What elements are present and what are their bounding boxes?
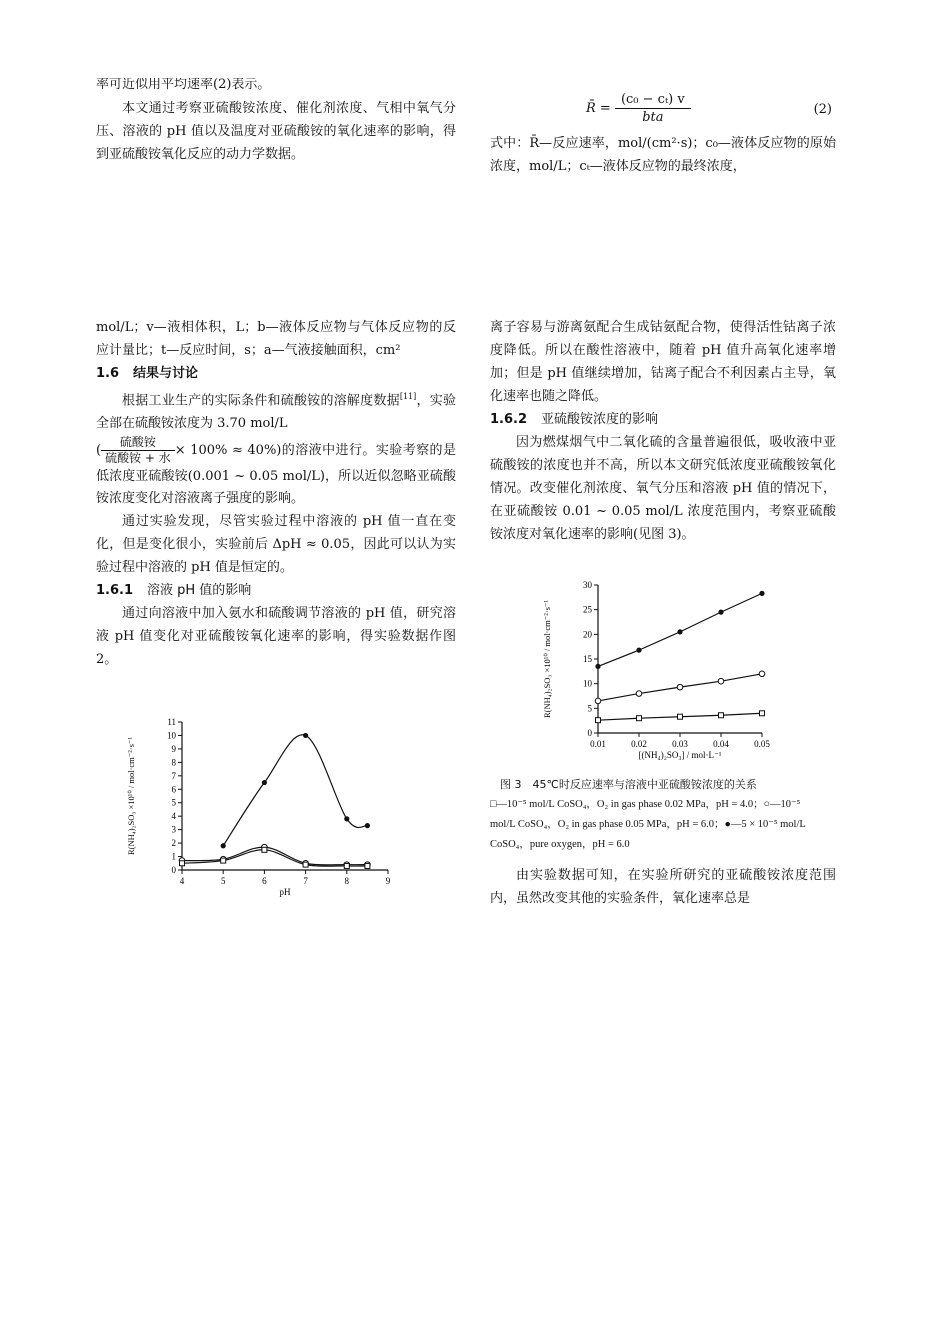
y-tick-label: 4 <box>171 811 176 822</box>
x-tick-label: 9 <box>385 876 391 886</box>
equation-denominator: bta <box>642 110 664 125</box>
symbol-definitions: 式中：R̄—反应速率，mol/(cm²·s)；c₀—液体反应物的原始浓度，mol/L；cₜ—液体反应物的最终浓度， <box>490 136 836 174</box>
y-axis-label: R(NH₄)₂SO₃ ×10¹⁰ / mol·cm⁻²·s⁻¹ <box>126 737 136 855</box>
section-heading-1-6-1 <box>96 579 456 602</box>
y-tick-label: 30 <box>583 580 592 590</box>
data-point <box>595 698 601 704</box>
data-point <box>180 861 185 866</box>
fraction-bottom: 硫酸铵 + 水 <box>105 451 171 466</box>
equation-numerator: (c₀ − cₜ) v <box>615 92 691 109</box>
data-point <box>636 691 642 697</box>
paragraph-sulfite-conc: 因为燃煤烟气中二氧化硫的含量普遍很低，吸收液中亚硫酸铵的浓度也并不高，所以本文研究低浓度亚硫酸铵氧化情况。改变催化剂浓度、氧气分压和溶液 pH 值的情况下，在亚硫酸铵 0.01 ~ 0.05 mol/L 浓度范围内，考察亚硫酸铵浓度对氧化速率的影响(见图 3)。 <box>490 435 836 542</box>
data-point <box>221 858 226 863</box>
x-tick-label: 0.02 <box>631 739 647 749</box>
top-left-column <box>96 97 456 166</box>
paragraph-conclusion: 由实验数据可知，在实验所研究的亚硫酸铵浓度范围内，虽然改变其他的实验条件，氧化速率总是 <box>490 868 836 906</box>
section-number: 1.6.2 <box>490 412 528 427</box>
data-point <box>596 718 601 723</box>
figure-3-title: 图 3 45℃时反应速率与溶液中亚硫酸铵浓度的关系 <box>500 778 757 791</box>
figure-3-caption <box>490 775 840 855</box>
x-tick-label: 7 <box>303 876 308 886</box>
section-title: 溶液 pH 值的影响 <box>147 583 252 599</box>
cut-off-text: 率可近似用平均速率(2)表示。 <box>96 78 271 92</box>
paragraph-fraction-line: ( $\frac{\text{硫酸铵}}{\text{硫酸铵 + 水}}$ × 100% ≈ 40%)的溶液中进行。实验考察的是低浓度亚硫酸铵(0.001 ~ 0.05 mol/L)，所以近似忽略亚硫酸铵浓度变化对溶液离子强度的影响。 <box>96 435 456 507</box>
x-tick-label: 6 <box>262 876 267 886</box>
data-point <box>344 863 349 868</box>
section-heading-1-6 <box>96 362 456 385</box>
data-point <box>262 847 267 852</box>
series-line <box>223 735 367 846</box>
paragraph-text: 根据工业生产的实际条件和硫酸铵的溶解度数据 <box>122 393 400 409</box>
y-tick-label: 20 <box>583 629 592 640</box>
data-point <box>365 863 370 868</box>
data-point <box>365 823 370 828</box>
y-tick-label: 0 <box>587 728 592 738</box>
x-axis-label: pH <box>279 887 291 897</box>
data-point <box>718 610 723 615</box>
data-point <box>344 816 349 821</box>
right-column-bottom <box>490 864 836 910</box>
y-tick-label: 3 <box>171 824 176 835</box>
data-point <box>636 648 641 653</box>
equation-2 <box>586 92 832 125</box>
section-number: 1.6 <box>96 366 120 381</box>
data-point <box>637 716 642 721</box>
section-title: 亚硫酸铵浓度的影响 <box>541 412 659 427</box>
figure-3-legend-line: CoSO₄，pure oxygen，pH = 6.0 <box>490 839 630 850</box>
y-tick-label: 10 <box>583 678 592 689</box>
y-tick-label: 7 <box>171 770 176 781</box>
data-point <box>595 664 600 669</box>
equation-lhs: R̄ = <box>586 101 615 116</box>
fraction-top: 硫酸铵 <box>101 435 175 451</box>
data-point <box>303 733 308 738</box>
data-point <box>760 711 765 716</box>
data-point <box>677 684 683 690</box>
data-point <box>719 713 724 718</box>
intro-paragraph: 本文通过考察亚硫酸铵浓度、催化剂浓度、气相中氧气分压、溶液的 pH 值以及温度对亚硫酸铵的氧化速率的影响，得到亚硫酸铵氧化反应的动力学数据。 <box>96 101 456 162</box>
figure-3-legend-line: mol/L CoSO₄，O₂ in gas phase 0.05 MPa，pH = 6.0；●—5 × 10⁻⁵ mol/L <box>490 819 806 830</box>
y-tick-label: 5 <box>171 797 176 808</box>
figure-2-chart <box>120 716 420 906</box>
equation-number: (2) <box>813 102 832 117</box>
x-tick-label: 0.03 <box>672 739 688 749</box>
y-tick-label: 0 <box>171 865 176 875</box>
data-point <box>759 671 765 677</box>
paragraph-text: ，实验全部在硫酸铵浓度为 3.70 mol/L <box>96 393 456 432</box>
x-tick-label: 0.01 <box>590 739 606 749</box>
figure-3-chart <box>536 575 796 761</box>
y-tick-label: 1 <box>171 851 176 862</box>
data-point <box>678 714 683 719</box>
data-point <box>718 678 724 684</box>
paragraph-conditions <box>96 385 456 435</box>
cut-off-line <box>96 78 456 92</box>
mass-fraction <box>101 435 175 466</box>
y-tick-label: 6 <box>171 784 176 795</box>
symbol-definitions-cont: mol/L；v—液相体积，L；b—液体反应物与气体反应物的反应计量比；t—反应时间，s；a—气液接触面积，cm² <box>96 320 456 358</box>
paragraph-ph-effect: 通过向溶液中加入氨水和硫酸调节溶液的 pH 值，研究溶液 pH 值变化对亚硫酸铵氧化速率的影响，得实验数据作图 2。 <box>96 606 456 668</box>
data-point <box>303 862 308 867</box>
x-tick-label: 0.04 <box>713 739 729 749</box>
paragraph-text: × 100% ≈ 40%)的溶液中进行。实验考察的是低浓度亚硫酸铵(0.001 ~ 0.05 mol/L)，所以近似忽略亚硫酸铵浓度变化对溶液离子强度的影响。 <box>96 443 456 507</box>
left-column <box>96 316 456 671</box>
figure-3-legend-line: □—10⁻⁵ mol/L CoSO₄，O₂ in gas phase 0.02 MPa，pH = 4.0；○—10⁻⁵ <box>490 799 801 810</box>
series-line <box>182 850 367 866</box>
y-tick-label: 2 <box>171 838 176 849</box>
section-title: 结果与讨论 <box>133 366 199 381</box>
section-heading-1-6-2 <box>490 408 836 431</box>
y-tick-label: 25 <box>583 604 592 615</box>
data-point <box>262 780 267 785</box>
data-point <box>759 591 764 596</box>
x-tick-label: 0.05 <box>754 739 770 749</box>
y-tick-label: 11 <box>167 717 176 727</box>
reference-mark: [11] <box>399 392 417 401</box>
y-tick-label: 10 <box>167 730 176 741</box>
equation-fraction <box>615 92 691 125</box>
top-right-column <box>490 132 836 178</box>
right-column <box>490 316 836 546</box>
y-tick-label: 9 <box>171 743 176 754</box>
section-number: 1.6.1 <box>96 583 134 599</box>
y-tick-label: 15 <box>583 654 592 664</box>
x-tick-label: 5 <box>220 876 226 886</box>
x-axis-label: [(NH₄)₂SO₃] / mol·L⁻¹ <box>638 750 722 760</box>
x-tick-label: 8 <box>344 876 350 886</box>
y-tick-label: 5 <box>587 703 592 714</box>
data-point <box>221 843 226 848</box>
x-tick-label: 4 <box>179 876 185 886</box>
paragraph-cobalt: 离子容易与游离氨配合生成钴氨配合物，使得活性钴离子浓度降低。所以在酸性溶液中，随着 pH 值升高氧化速率增加；但是 pH 值继续增加，钴离子配合不利因素占主导，氧化速率也随之降低。 <box>490 320 836 404</box>
y-tick-label: 8 <box>171 757 176 768</box>
paragraph-ph-constant: 通过实验发现，尽管实验过程中溶液的 pH 值一直在变化，但是变化很小，实验前后 ΔpH ≈ 0.05，因此可以认为实验过程中溶液的 pH 值是恒定的。 <box>96 514 456 576</box>
y-axis-label: R(NH₄)₂SO₃ ×10¹⁰ / mol·cm⁻²·s⁻¹ <box>542 600 552 718</box>
data-point <box>677 629 682 634</box>
